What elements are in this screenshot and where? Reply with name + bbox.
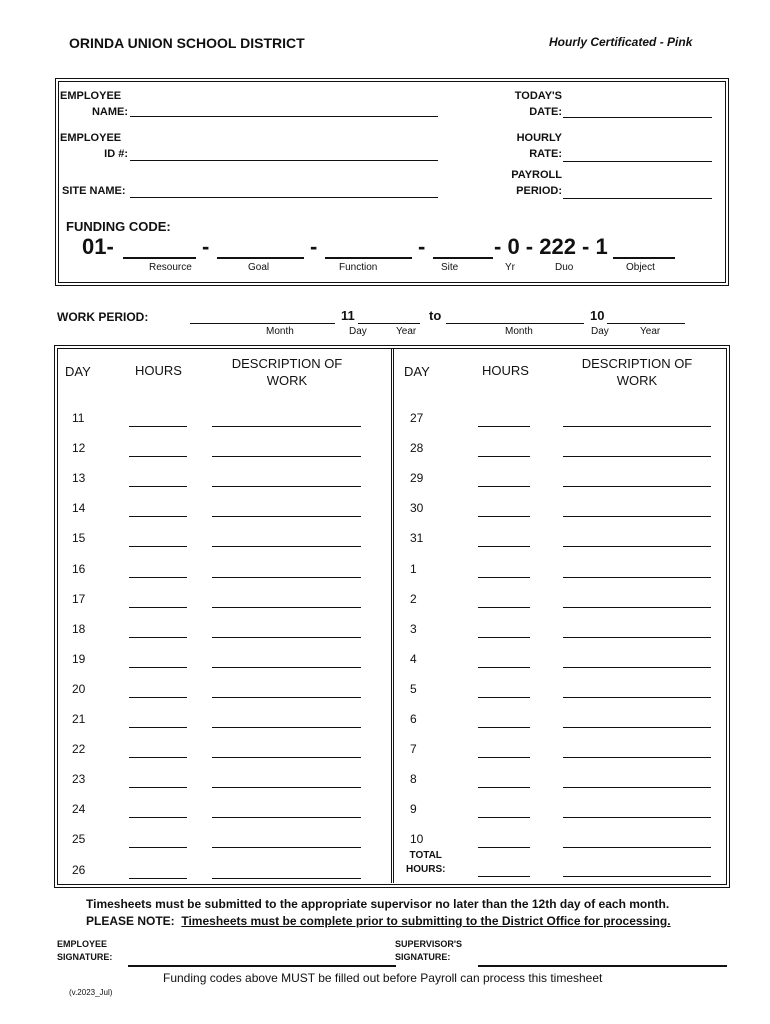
todays-date-label: TODAY'S DATE: bbox=[514, 90, 562, 118]
right-description-field[interactable] bbox=[563, 637, 711, 638]
caption-end-day: Day bbox=[591, 326, 609, 337]
caption-site: Site bbox=[441, 262, 459, 273]
right-hours-field[interactable] bbox=[478, 727, 530, 728]
payroll-period-field[interactable] bbox=[563, 198, 712, 199]
total-hours-label: TOTAL HOURS: bbox=[406, 850, 446, 875]
please-note bbox=[86, 914, 671, 928]
caption-object: Object bbox=[626, 262, 655, 273]
left-hours-field[interactable] bbox=[129, 546, 187, 547]
funding-site-field[interactable] bbox=[433, 257, 493, 259]
payroll-period-label: PAYROLL PERIOD: bbox=[511, 169, 562, 197]
right-description-field[interactable] bbox=[563, 486, 711, 487]
left-day-number: 26 bbox=[72, 862, 86, 877]
left-hours-field[interactable] bbox=[129, 637, 187, 638]
left-description-field[interactable] bbox=[212, 757, 361, 758]
work-period-end-month[interactable] bbox=[446, 323, 584, 324]
work-period-end-day: 10 bbox=[590, 308, 605, 323]
left-day-number: 23 bbox=[72, 772, 86, 787]
total-hours-desc-field[interactable] bbox=[563, 876, 711, 877]
left-hours-field[interactable] bbox=[129, 456, 187, 457]
caption-duo: Duo bbox=[555, 262, 574, 273]
hours-grid-divider bbox=[391, 348, 394, 883]
right-day-number: 31 bbox=[410, 531, 424, 546]
left-day-number: 14 bbox=[72, 501, 86, 516]
right-day-number: 7 bbox=[410, 742, 417, 757]
work-period-label: WORK PERIOD: bbox=[57, 310, 149, 324]
caption-start-month: Month bbox=[266, 326, 294, 337]
right-day-number: 29 bbox=[410, 471, 424, 486]
version-label: (v.2023_Jul) bbox=[69, 988, 113, 997]
caption-start-year: Year bbox=[396, 326, 417, 337]
right-day-number: 9 bbox=[410, 802, 417, 817]
right-hours-field[interactable] bbox=[478, 426, 530, 427]
caption-start-day: Day bbox=[349, 326, 367, 337]
left-hours-field[interactable] bbox=[129, 847, 187, 848]
employee-name-label: EMPLOYEE NAME: bbox=[60, 90, 128, 118]
left-day-number: 15 bbox=[72, 531, 86, 546]
left-description-field[interactable] bbox=[212, 847, 361, 848]
right-description-field[interactable] bbox=[563, 697, 711, 698]
right-description-field[interactable] bbox=[563, 727, 711, 728]
funding-dash-3: - bbox=[418, 234, 426, 259]
right-hours-field[interactable] bbox=[478, 757, 530, 758]
right-hours-field[interactable] bbox=[478, 546, 530, 547]
right-description-field[interactable] bbox=[563, 456, 711, 457]
left-description-field[interactable] bbox=[212, 637, 361, 638]
left-description-field[interactable] bbox=[212, 817, 361, 818]
total-hours-field[interactable] bbox=[478, 876, 530, 877]
funding-code-label: FUNDING CODE: bbox=[66, 219, 171, 234]
right-hours-field[interactable] bbox=[478, 847, 530, 848]
caption-resource: Resource bbox=[149, 262, 192, 273]
employee-id-label: EMPLOYEE ID #: bbox=[60, 132, 128, 160]
district-title: ORINDA UNION SCHOOL DISTRICT bbox=[69, 35, 305, 51]
left-description-field[interactable] bbox=[212, 697, 361, 698]
right-hours-field[interactable] bbox=[478, 577, 530, 578]
right-hours-field[interactable] bbox=[478, 456, 530, 457]
left-description-field[interactable] bbox=[212, 546, 361, 547]
right-hours-field[interactable] bbox=[478, 697, 530, 698]
right-day-number: 4 bbox=[410, 651, 417, 666]
right-day-number: 8 bbox=[410, 772, 417, 787]
right-hours-field[interactable] bbox=[478, 486, 530, 487]
todays-date-field[interactable] bbox=[563, 117, 712, 118]
right-day-number: 27 bbox=[410, 411, 424, 425]
site-name-label: SITE NAME: bbox=[62, 185, 126, 197]
funding-prefix: 01- bbox=[82, 234, 114, 259]
employee-id-field[interactable] bbox=[130, 160, 438, 161]
employee-signature-label: EMPLOYEE SIGNATURE: bbox=[57, 939, 113, 962]
work-period-start-day: 11 bbox=[341, 308, 355, 323]
right-hours-field[interactable] bbox=[478, 787, 530, 788]
supervisor-signature-label: SUPERVISOR'S SIGNATURE: bbox=[395, 939, 462, 962]
funding-object-field[interactable] bbox=[613, 257, 675, 259]
employee-info-inner-border bbox=[58, 81, 726, 283]
left-description-field[interactable] bbox=[212, 516, 361, 517]
left-hours-field[interactable] bbox=[129, 727, 187, 728]
left-hours-field[interactable] bbox=[129, 697, 187, 698]
caption-goal: Goal bbox=[248, 262, 270, 273]
left-day-number: 25 bbox=[72, 832, 86, 847]
right-hours-field[interactable] bbox=[478, 637, 530, 638]
submission-note: Timesheets must be submitted to the appropriate supervisor no later than the 12th day of each month. bbox=[86, 897, 670, 911]
hourly-rate-label: HOURLY RATE: bbox=[516, 132, 562, 160]
left-description-field[interactable] bbox=[212, 878, 361, 879]
form-type: Hourly Certificated - Pink bbox=[549, 35, 693, 49]
left-description-field[interactable] bbox=[212, 426, 361, 427]
right-day-number: 2 bbox=[410, 591, 417, 606]
right-col-desc-header: DESCRIPTION OF WORK bbox=[581, 356, 693, 388]
left-day-number: 16 bbox=[72, 561, 86, 576]
funding-goal-field[interactable] bbox=[217, 257, 304, 259]
work-period-to: to bbox=[429, 308, 442, 323]
funding-function-field[interactable] bbox=[325, 257, 412, 259]
right-description-field[interactable] bbox=[563, 757, 711, 758]
caption-end-year: Year bbox=[640, 326, 661, 337]
left-hours-field[interactable] bbox=[129, 787, 187, 788]
left-day-number: 13 bbox=[72, 471, 86, 486]
left-col-desc-header: DESCRIPTION OF WORK bbox=[231, 356, 343, 388]
work-period-start-year[interactable] bbox=[358, 323, 420, 324]
work-period-start-month[interactable] bbox=[190, 323, 335, 324]
supervisor-signature-field[interactable] bbox=[478, 965, 727, 967]
left-hours-field[interactable] bbox=[129, 817, 187, 818]
right-description-field[interactable] bbox=[563, 847, 711, 848]
right-day-number: 30 bbox=[410, 501, 424, 516]
right-hours-field[interactable] bbox=[478, 667, 530, 668]
funding-resource-field[interactable] bbox=[123, 257, 196, 259]
left-description-field[interactable] bbox=[212, 727, 361, 728]
left-description-field[interactable] bbox=[212, 667, 361, 668]
left-day-number: 24 bbox=[72, 802, 86, 817]
left-day-number: 21 bbox=[72, 712, 86, 726]
right-day-number: 10 bbox=[410, 832, 424, 847]
right-description-field[interactable] bbox=[563, 787, 711, 788]
funding-warning: Funding codes above MUST be filled out before Payroll can process this timesheet bbox=[163, 971, 603, 985]
right-hours-field[interactable] bbox=[478, 817, 530, 818]
left-hours-field[interactable] bbox=[129, 426, 187, 427]
employee-signature-field[interactable] bbox=[128, 965, 396, 967]
right-day-number: 3 bbox=[410, 621, 417, 636]
right-description-field[interactable] bbox=[563, 516, 711, 517]
please-note-prefix: PLEASE NOTE: bbox=[86, 914, 175, 928]
hourly-rate-field[interactable] bbox=[563, 161, 712, 162]
right-description-field[interactable] bbox=[563, 426, 711, 427]
funding-dash-1: - bbox=[202, 234, 210, 259]
left-description-field[interactable] bbox=[212, 607, 361, 608]
left-day-number: 17 bbox=[72, 591, 86, 606]
please-note-text: Timesheets must be complete prior to submitting to the District Office for processing. bbox=[181, 914, 671, 928]
left-description-field[interactable] bbox=[212, 456, 361, 457]
left-hours-field[interactable] bbox=[129, 757, 187, 758]
left-day-number: 18 bbox=[72, 621, 86, 636]
left-day-number: 19 bbox=[72, 651, 86, 666]
left-hours-field[interactable] bbox=[129, 486, 187, 487]
right-col-day-header: DAY bbox=[404, 364, 430, 379]
employee-name-field[interactable] bbox=[130, 116, 438, 117]
left-col-hours-header: HOURS bbox=[135, 363, 182, 378]
left-hours-field[interactable] bbox=[129, 577, 187, 578]
left-col-day-header: DAY bbox=[65, 364, 91, 379]
right-day-number: 28 bbox=[410, 441, 424, 456]
left-day-number: 11 bbox=[72, 411, 85, 425]
site-name-field[interactable] bbox=[130, 197, 438, 198]
left-hours-field[interactable] bbox=[129, 607, 187, 608]
right-description-field[interactable] bbox=[563, 817, 711, 818]
right-hours-field[interactable] bbox=[478, 516, 530, 517]
left-day-number: 22 bbox=[72, 742, 86, 757]
left-day-number: 20 bbox=[72, 681, 86, 696]
left-description-field[interactable] bbox=[212, 577, 361, 578]
work-period-end-year[interactable] bbox=[607, 323, 685, 324]
caption-end-month: Month bbox=[505, 326, 533, 337]
funding-dash-2: - bbox=[310, 234, 318, 259]
left-description-field[interactable] bbox=[212, 486, 361, 487]
right-day-number: 5 bbox=[410, 681, 417, 696]
right-description-field[interactable] bbox=[563, 577, 711, 578]
left-hours-field[interactable] bbox=[129, 667, 187, 668]
right-col-hours-header: HOURS bbox=[482, 363, 529, 378]
right-hours-field[interactable] bbox=[478, 607, 530, 608]
right-day-number: 1 bbox=[410, 561, 417, 576]
right-description-field[interactable] bbox=[563, 667, 711, 668]
left-day-number: 12 bbox=[72, 441, 86, 456]
right-day-number: 6 bbox=[410, 712, 417, 726]
left-hours-field[interactable] bbox=[129, 516, 187, 517]
right-description-field[interactable] bbox=[563, 546, 711, 547]
right-description-field[interactable] bbox=[563, 607, 711, 608]
left-hours-field[interactable] bbox=[129, 878, 187, 879]
left-description-field[interactable] bbox=[212, 787, 361, 788]
funding-fixed-code: - 0 - 222 - 1 bbox=[494, 234, 608, 259]
caption-function: Function bbox=[339, 262, 378, 273]
caption-yr: Yr bbox=[505, 262, 515, 273]
